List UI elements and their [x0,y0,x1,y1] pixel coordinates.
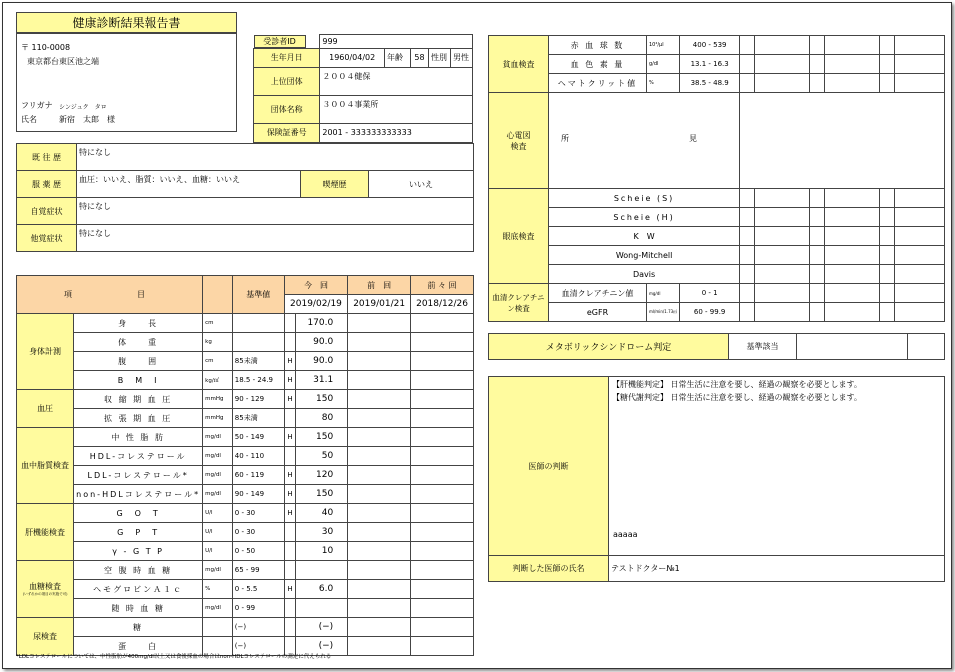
col-item1: 項 [64,290,72,299]
anemia-label: 貧血検査 [489,36,549,93]
date-previous2: 2018/12/26 [411,295,474,314]
item-ref: 90 - 129 [232,390,284,409]
item-ref: 18.5 - 24.9 [232,371,284,390]
item-ref: (−) [232,637,284,656]
item-prev [348,447,411,466]
item-prev2 [411,599,474,618]
item-prev2 [411,447,474,466]
doctor-judgment-label: 医師の判断 [489,377,609,556]
item-prev2 [411,428,474,447]
furigana-value: シンジュク タロ [59,104,107,111]
judgment-line-1: 【肝機能判定】 日常生活に注意を要し、経過の観察を必要とします。 [612,380,862,389]
anemia-ref: 400 - 539 [680,36,740,55]
item-name: 蛋 白 [74,637,203,656]
item-unit: U/l [203,504,233,523]
medication-value: 血圧：いいえ、脂質：いいえ、血糖：いいえ [77,171,301,198]
item-ref: (−) [232,618,284,637]
result-row [17,542,474,561]
id-label: 受診者ID [254,35,306,48]
item-unit: cm [203,352,233,371]
result-row [17,485,474,504]
item-prev [348,466,411,485]
item-name: non-HDLコレステロール* [74,485,203,504]
group-value: ３００４事業所 [320,95,473,123]
item-ref: 85未満 [232,352,284,371]
judgment-extra: aaaaa [613,530,638,539]
item-prev [348,371,411,390]
item-prev2 [411,352,474,371]
item-flag [284,314,295,333]
metabolic-table [488,333,945,360]
item-flag: H [284,428,295,447]
item-value: 170.0 [296,314,348,333]
item-name: 随 時 血 糖 [74,599,203,618]
item-prev [348,561,411,580]
footnote: *LDLコレステロールについては、中性脂肪が400mg/dl以上又は食後採血の場合はnon-HDLコレステロールの測定に代えられる [16,654,332,660]
item-prev2 [411,409,474,428]
subjective-label: 自覚症状 [17,198,77,225]
item-name: B M I [74,371,203,390]
item-unit [203,618,233,637]
creatinine-item: 血清クレアチニン値 [549,284,647,303]
item-ref: 90 - 149 [232,485,284,504]
item-ref: 60 - 119 [232,466,284,485]
creatinine-ref: 60 - 99.9 [680,303,740,322]
results-table [16,275,474,656]
results-header-item [17,276,203,314]
item-name: 腹 囲 [74,352,203,371]
item-name: 中 性 脂 肪 [74,428,203,447]
creatinine-label: 血清クレアチニン検査 [489,284,549,322]
item-ref: 85未満 [232,409,284,428]
dob-value: 1960/04/02 [320,48,385,67]
item-value: 10 [296,542,348,561]
group-label: 尿検査 [17,618,74,656]
furigana-label: フリガナ [21,101,53,110]
item-prev [348,428,411,447]
result-row [17,428,474,447]
item-prev [348,637,411,656]
item-prev2 [411,390,474,409]
item-prev2 [411,485,474,504]
past-history-label: 既 往 歴 [17,144,77,171]
item-value: 150 [296,485,348,504]
item-prev [348,580,411,599]
item-unit: cm [203,314,233,333]
col-current: 今 回 [284,276,347,295]
item-value: 150 [296,390,348,409]
item-prev [348,504,411,523]
item-flag [284,333,295,352]
item-flag [284,599,295,618]
item-flag [284,542,295,561]
item-unit: mg/dl [203,428,233,447]
anemia-unit: % [647,74,680,93]
item-prev [348,333,411,352]
item-unit: mg/dl [203,485,233,504]
creatinine-unit: mg/dl [647,284,680,303]
item-value: 90.0 [296,333,348,352]
item-prev [348,314,411,333]
item-ref: 0 - 30 [232,504,284,523]
item-name: γ - G T P [74,542,203,561]
patient-name: 新宿 太郎 様 [59,115,115,124]
creatinine-ref: 0 - 1 [680,284,740,303]
item-ref: 0 - 30 [232,523,284,542]
item-name: 収 縮 期 血 圧 [74,390,203,409]
objective-label: 他覚症状 [17,225,77,252]
name-label: 氏名 [21,115,37,124]
item-ref [232,314,284,333]
result-row [17,599,474,618]
item-flag: H [284,580,295,599]
result-row [17,561,474,580]
item-flag [284,618,295,637]
ecg-label: 心電図 検査 [489,93,549,189]
item-name: 体 重 [74,333,203,352]
result-row [17,371,474,390]
org-label: 上位団体 [254,67,320,95]
col-ref: 基準値 [232,276,284,314]
item-flag: H [284,390,295,409]
smoking-value: いいえ [369,171,474,198]
creatinine-item: eGFR [549,303,647,322]
postal-code: 〒 110-0008 [21,43,71,52]
history-table [16,143,474,252]
item-name: G P T [74,523,203,542]
item-flag: H [284,352,295,371]
date-previous: 2019/01/21 [348,295,411,314]
doctor-name-label: 判断した医師の氏名 [489,556,609,582]
result-row [17,466,474,485]
item-value: 40 [296,504,348,523]
smoking-label: 喫煙歴 [301,171,369,198]
group-label: 血圧 [17,390,74,428]
item-ref: 0 - 5.5 [232,580,284,599]
item-value: (−) [296,618,348,637]
item-unit: kg/㎡ [203,371,233,390]
item-ref: 0 - 99 [232,599,284,618]
item-value: 120 [296,466,348,485]
eye-item: Scheie (S) [549,189,740,208]
item-ref [232,333,284,352]
item-value [296,599,348,618]
address-text: 東京都台東区池之端 [27,57,99,66]
item-unit: mg/dl [203,466,233,485]
anemia-ref: 13.1 - 16.3 [680,55,740,74]
anemia-unit: 10⁴/μl [647,36,680,55]
item-prev2 [411,523,474,542]
item-unit: mg/dl [203,561,233,580]
item-prev [348,390,411,409]
item-unit: kg [203,333,233,352]
group-label: 肝機能検査 [17,504,74,561]
item-name: 身 長 [74,314,203,333]
anemia-unit: g/dl [647,55,680,74]
item-prev2 [411,466,474,485]
address-box [16,33,237,132]
result-row [17,390,474,409]
item-flag: H [284,466,295,485]
eye-item: Scheie (H) [549,208,740,227]
item-prev2 [411,504,474,523]
item-ref: 0 - 50 [232,542,284,561]
item-name: HDL-コレステロール [74,447,203,466]
judgment-line-2: 【糖代謝判定】 日常生活に注意を要し、経過の観察を必要とします。 [612,393,862,402]
age-label: 年齢 [385,48,411,67]
item-unit: mmHg [203,390,233,409]
item-name: G O T [74,504,203,523]
item-value: 50 [296,447,348,466]
subjective-value: 特になし [77,198,474,225]
item-prev2 [411,618,474,637]
result-row [17,352,474,371]
item-value: 150 [296,428,348,447]
item-name: ヘモグロビンＡ１ｃ [74,580,203,599]
org-value: ２００４健保 [320,67,473,95]
item-value: 31.1 [296,371,348,390]
item-ref: 50 - 149 [232,428,284,447]
item-name: 拡 張 期 血 圧 [74,409,203,428]
item-prev [348,409,411,428]
item-unit: mmHg [203,409,233,428]
item-unit: mg/dl [203,599,233,618]
ecg-findings: 所 見 [549,93,740,189]
item-prev [348,542,411,561]
col-unit [203,276,233,314]
anemia-item: 赤 血 球 数 [549,36,647,55]
item-prev [348,618,411,637]
item-ref: 40 - 110 [232,447,284,466]
medication-label: 服 薬 歴 [17,171,77,198]
item-name: LDL-コレステロール* [74,466,203,485]
item-name: 糖 [74,618,203,637]
item-prev [348,485,411,504]
col-item2: 目 [137,290,145,299]
item-name: 空 腹 時 血 糖 [74,561,203,580]
item-flag [284,523,295,542]
item-flag [284,561,295,580]
result-row [17,580,474,599]
result-row [17,504,474,523]
sex-value: 男性 [451,48,473,67]
item-prev2 [411,637,474,656]
item-prev [348,599,411,618]
eye-item: Davis [549,265,740,284]
date-current: 2019/02/19 [284,295,347,314]
item-value: 80 [296,409,348,428]
group-label: 血中脂質検査 [17,428,74,504]
id-value: 999 [320,35,473,49]
item-prev2 [411,561,474,580]
item-flag [284,409,295,428]
creatinine-unit: ml/min/1.73㎡ [647,303,680,322]
patient-info-table [253,34,473,143]
item-flag: H [284,485,295,504]
right-exam-table [488,35,945,322]
item-value: 6.0 [296,580,348,599]
col-previous: 前 回 [348,276,411,295]
insurance-label: 保険証番号 [254,123,320,142]
dob-label: 生年月日 [254,48,320,67]
group-label: 団体名称 [254,95,320,123]
eye-item: K W [549,227,740,246]
group-label: 身体計測 [17,314,74,390]
metabolic-label: メタボリックシンドローム判定 [489,334,729,360]
item-value: 90.0 [296,352,348,371]
anemia-item: 血 色 素 量 [549,55,647,74]
sex-label: 性別 [429,48,451,67]
report-title: 健康診断結果報告書 [16,12,237,33]
item-prev2 [411,314,474,333]
item-flag [284,447,295,466]
item-value: 30 [296,523,348,542]
item-ref: 65 - 99 [232,561,284,580]
past-history-value: 特になし [77,144,474,171]
age-value: 58 [411,48,429,67]
item-unit: U/l [203,542,233,561]
item-prev [348,523,411,542]
item-prev2 [411,371,474,390]
anemia-ref: 38.5 - 48.9 [680,74,740,93]
doctor-table [488,376,945,582]
metabolic-value: 基準該当 [729,334,797,360]
objective-value: 特になし [77,225,474,252]
item-flag: H [284,371,295,390]
doctor-judgment-box [609,377,945,556]
result-row [17,523,474,542]
item-prev [348,352,411,371]
col-previous2: 前 々 回 [411,276,474,295]
item-unit: U/l [203,523,233,542]
item-value [296,561,348,580]
item-prev2 [411,542,474,561]
result-row [17,333,474,352]
anemia-item: ヘマトクリット値 [549,74,647,93]
eye-label: 眼底検査 [489,189,549,284]
result-row [17,409,474,428]
item-value: (−) [296,637,348,656]
eye-item: Wong-Mitchell [549,246,740,265]
item-unit: % [203,580,233,599]
item-prev2 [411,580,474,599]
item-flag: H [284,504,295,523]
doctor-name-value: テストドクター№1 [609,556,945,582]
result-row [17,314,474,333]
item-prev2 [411,333,474,352]
result-row [17,618,474,637]
item-unit: mg/dl [203,447,233,466]
result-row [17,447,474,466]
group-label: 血糖検査 (いずれかの項目の実施で可) [17,561,74,618]
insurance-value: 2001 - 333333333333 [320,123,473,142]
